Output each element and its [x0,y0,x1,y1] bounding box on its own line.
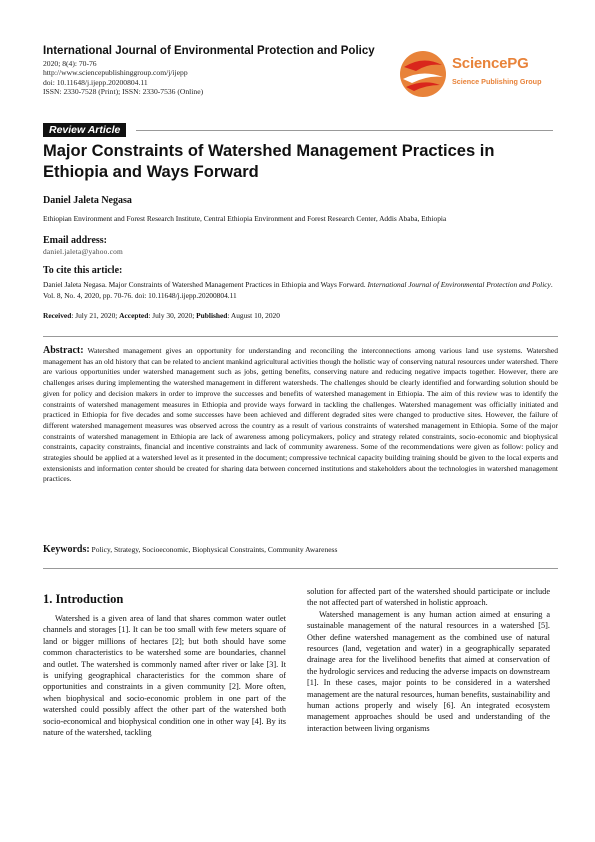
citation-tail: . Vol. 8, No. 4, 2020, pp. 70-76. doi: 10.11648/j.ijepp.20200804.11 [43,280,553,300]
logo-subtitle: Science Publishing Group [452,77,542,86]
logo-wordmark: SciencePG [452,55,529,72]
divider [43,568,558,569]
publisher-logo [398,48,558,100]
divider [43,336,558,337]
journal-meta [43,59,203,96]
article-title: Major Constraints of Watershed Management Practices in Ethiopia and Ways Forward [43,142,495,181]
sciencepg-logo-icon [398,49,448,99]
section-heading-introduction: 1. Introduction [43,592,124,606]
author-name: Daniel Jaleta Negasa [43,195,132,206]
accepted-label: Accepted [119,311,149,320]
published-date: : August 10, 2020 [227,311,280,320]
cite-heading: To cite this article: [43,265,123,276]
abstract-text: Watershed management gives an opportunity for understanding and reconciling the interconnections among various land use systems. Watershed management has an old history that can be related to ancient mankind agricultural activities though the holistic way of conserving natural resources under watershed. There are various opportunities under watershed management such as jobs, getting benefits, conserving nature and reducing negative impacts together. However, there are challenges arises during implementing the watershed management in different watersheds. The challenges should be clearly identified and forwarding solution should be given for policy and decision makers in order to improve the successes and benefits of watershed management in Ethiopia. The aim of this review was to identify the constraints of watershed management measures in Ethiopia and provide ways forward in tackling the challenges. Watershed management was officially initiated and practiced in Ethiopia for five decades and some successes have been achieved and different degraded sites were changed to productive sites. However, the failure of different watershed management measures was observed across the country as a result of various constraints of watershed management in Ethiopia. Some of the major constraints of watershed management in Ethiopia are lack of awareness among policymakers, policy and strategy related constraints, socio-economic and biophysical constraints, capacity constraints, financial and incentive constraints and lack of community awareness. Some of the recommendations were given as follow: policy and strategies should be applied at a watershed level as it presented in the document; compressive technical capacity building training should be given to the local experts and extensionists and information center should be created for sharing data between concerned institutions and stakeholders about the technologies in watershed management practices. [43,346,558,484]
paragraph: Watershed management is any human action aimed at ensuring a sustainable management of the natural resources in a watershed [5]. Other define watershed management as the combined use of natural resources (land, vegetation and water) in a geographically separated drainage area for the livelihood benefits that aimed at conservation of the hydrologic services and reducing the adverse impacts on downstream [1]. In these cases, major points to be considered in a watershed management are the natural resources, human benefits, sustainability and human actions properly and wisely [6]. An integrated ecosystem management approaches should be used and understanding of the interaction between living organisms [307,609,550,733]
author-affiliation: Ethiopian Environment and Forest Research Institute, Central Ethiopia Environment and Forest Research Center, Addis Ababa, Ethiopia [43,214,447,223]
abstract [43,346,558,485]
keywords [43,544,558,555]
article-type-badge: Review Article [43,123,126,137]
abstract-label: Abstract: [43,345,84,356]
published-label: Published [196,311,228,320]
citation-text: Daniel Jaleta Negasa. Major Constraints of Watershed Management Practices in Ethiopia and Ways Forward. [43,280,366,289]
divider [136,130,553,131]
citation-journal: International Journal of Environmental Protection and Policy [367,280,551,289]
right-column [307,586,550,734]
received-label: Received [43,311,72,320]
keywords-text: Policy, Strategy, Socioeconomic, Biophysical Constraints, Community Awareness [91,545,338,554]
citation [43,279,558,301]
email-link[interactable]: daniel.jaleta@yahoo.com [43,247,123,256]
paragraph: Watershed is a given area of land that shares common water outlet channels and storages [1]. It can be too small with few meters square of land or bigger millions of hectares [2]; but both should have some common characteristics to be watershed some are boundaries, channel and outlet. The watershed is commonly named after river or lake [3]. It is unifying geographical characteristics for the common share of opportunities and constraints in a given community [2]. More often, when biophysical and socio-economic problem in one part of the watershed could possibly affect the other part of the watershed both socio-economical and biophysical condition one in other way [4]. By its nature of the watershed, tackling [43,614,286,738]
publication-dates [43,311,280,320]
issn: ISSN: 2330-7528 (Print); ISSN: 2330-7536 (Online) [43,86,204,96]
journal-url[interactable]: http://www.sciencepublishinggroup.com/j/ijepp [43,68,188,78]
left-column [43,613,286,738]
accepted-date: : July 30, 2020; [148,311,197,320]
keywords-label: Keywords: [43,544,90,555]
doi: doi: 10.11648/j.ijepp.20200804.11 [43,77,148,87]
email-heading: Email address: [43,235,107,246]
received-date: : July 21, 2020; [71,311,120,320]
paragraph: solution for affected part of the watershed should participate or include the not affected part of watershed in holistic approach. [307,587,550,608]
volume-pages: 2020; 8(4): 70-76 [43,59,97,68]
journal-title: International Journal of Environmental Protection and Policy [43,45,375,57]
